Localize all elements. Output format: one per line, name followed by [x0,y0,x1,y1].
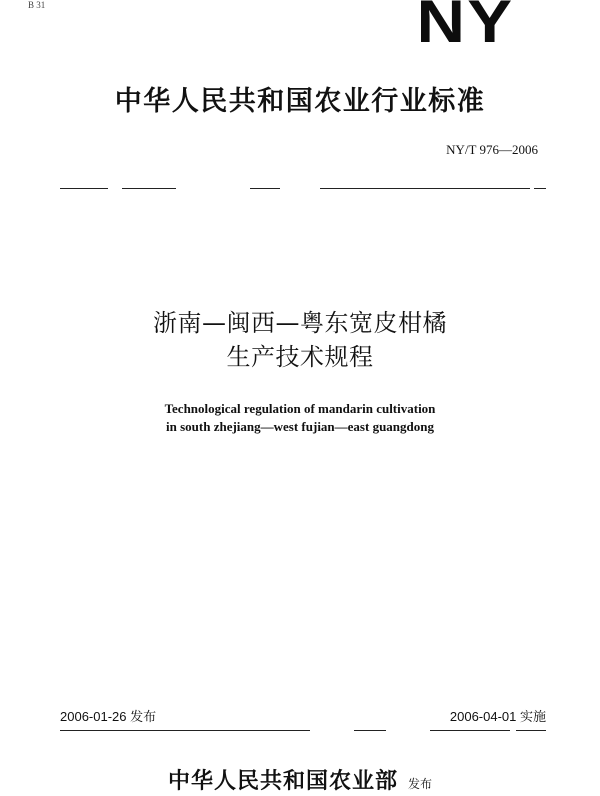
header-divider-segment [122,188,176,189]
ny-standard-logo: NY [416,0,514,55]
header-divider-segment [534,188,546,189]
issuing-authority [0,764,600,795]
standard-category-heading: 中华人民共和国农业行业标准 [114,86,486,117]
english-title-line-2: in south zhejiang—west fujian—east guangdong [166,419,434,434]
footer-divider-segment [516,730,546,731]
issue-date: 2006-01-26 发布 [60,709,157,724]
implementation-date: 2006-04-01 实施 [449,709,546,724]
standard-title-block [0,308,600,436]
standard-number: NY/T 976—2006 [446,142,538,157]
issuer-name: 中华人民共和国农业部 [167,769,398,794]
issuer-suffix: 发布 [408,777,433,791]
chinese-title-line-2: 生产技术规程 [226,343,374,371]
header-divider-segment [60,188,108,189]
english-title-line-1: Technological regulation of mandarin cultivation [164,401,436,416]
header-divider-segment [320,188,530,189]
footer-divider-segment [430,730,510,731]
header-divider-segment [250,188,280,189]
footer-divider-segment [354,730,386,731]
chinese-title-line-1: 浙南—闽西—粤东宽皮柑橘 [153,309,447,337]
english-title [0,400,600,436]
ccs-classification-code: B 31 [28,0,46,10]
footer-divider-segment [60,730,310,731]
